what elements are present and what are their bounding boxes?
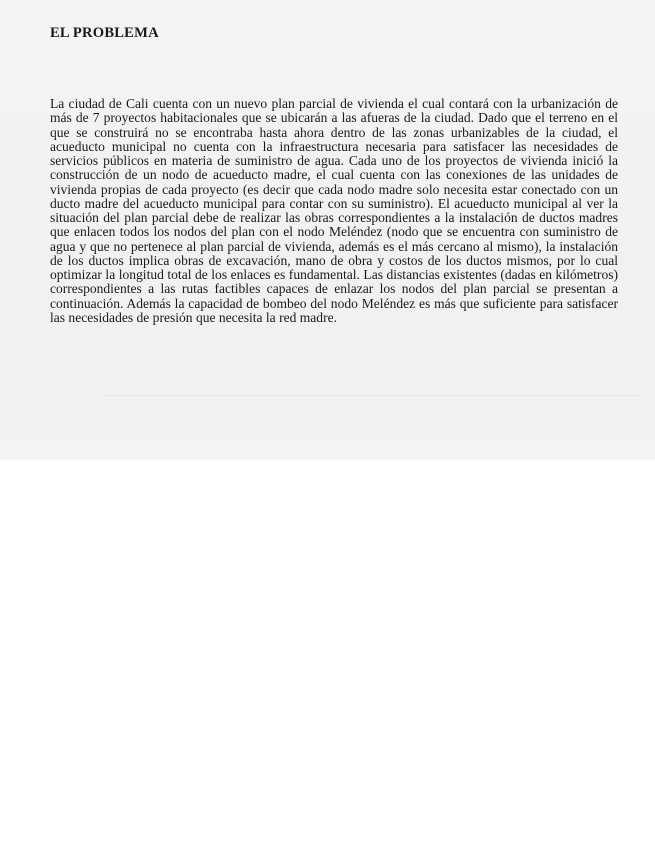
body-paragraph: La ciudad de Cali cuenta con un nuevo plan parcial de vivienda el cual contará con la urbanización de más de 7 proyectos habitacionales que se ubicarán a las afueras de la ciudad. Dado que el terreno en el que se construirá no se encontraba hasta ahora dentro de las zonas urbanizables de la ciudad, el acueducto municipal no cuenta con la infraestructura necesaria para satisfacer las necesidades de servicios públicos en materia de suministro de agua. Cada uno de los proyectos de vivienda inició la construcción de un nodo de acueducto madre, el cual cuenta con las conexiones de las unidades de vivienda propias de cada proyecto (es decir que cada nodo madre solo necesita estar conectado con un ducto madre del acueducto municipal para contar con su suministro). El acueducto municipal al ver la situación del plan parcial debe de realizar las obras correspondientes a la instalación de ductos madres que enlacen todos los nodos del plan con el nodo Meléndez (nodo que se encuentra con suministro de agua y que no pertenece al plan parcial de vivienda, además es el más cercano al mismo), la instalación de los ductos implica obras de excavación, mano de obra y costos de los ductos mismos, por lo cual optimizar la longitud total de los enlaces es fundamental. Las distancias existentes (dadas en kilómetros) correspondientes a las rutas factibles capaces de enlazar los nodos del plan parcial se presentan a continuación. Además la capacidad de bombeo del nodo Meléndez es más que suficiente para satisfacer las necesidades de presión que necesita la red madre. (50, 96, 618, 325)
blank-page-area (0, 460, 655, 848)
bleed-through-shadow (100, 395, 640, 456)
section-heading: EL PROBLEMA (50, 25, 159, 41)
